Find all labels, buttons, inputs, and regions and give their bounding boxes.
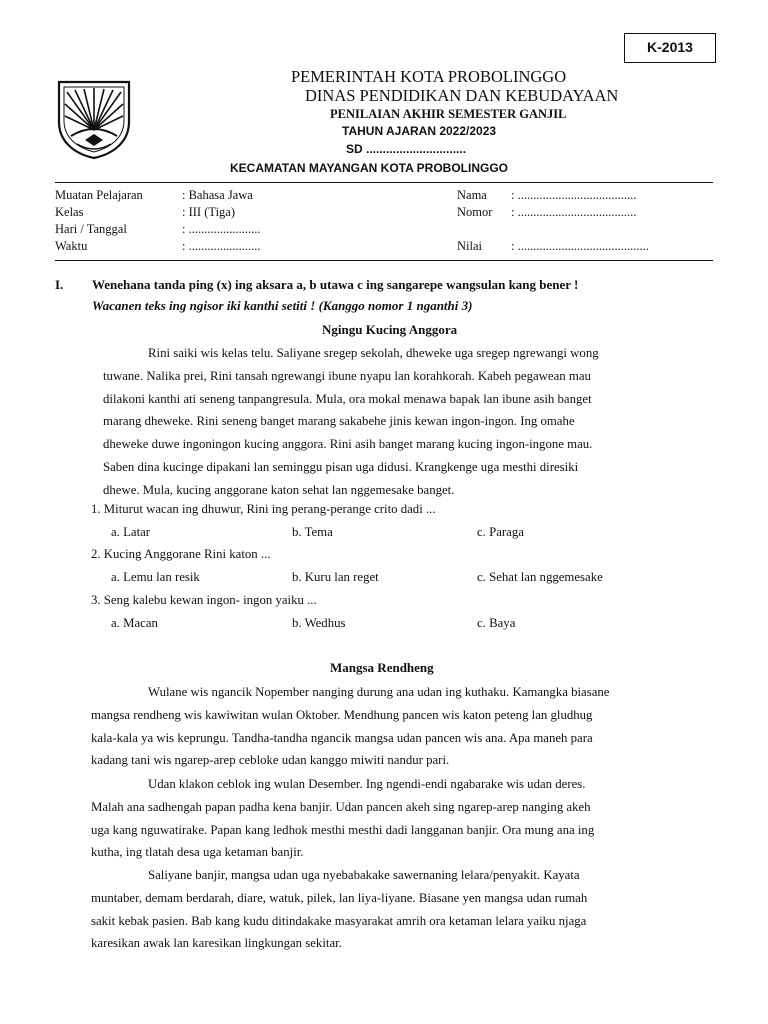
number-field: : ...................................... xyxy=(511,205,637,219)
story2-line: Udan klakon ceblok ing wulan Desember. Ing ngendi-endi ngabarake wis udan deres. xyxy=(148,777,586,791)
question-1: 1. Miturut wacan ing dhuwur, Rini ing perang-perange crito dadi ... xyxy=(91,502,436,516)
story2-paragraph-3 xyxy=(91,864,713,955)
question-3: 3. Seng kalebu kewan ingon- ingon yaiku ... xyxy=(91,593,317,607)
question-2-option-c: c. Sehat lan nggemesake xyxy=(477,570,603,584)
score-label: Nilai xyxy=(457,239,482,253)
number-label: Nomor xyxy=(457,205,493,219)
story2-line: mangsa rendheng wis kawiwitan wulan Oktober. Mendhung pancen wis katon peteng lan gludhug xyxy=(91,707,593,722)
story2-line: Saliyane banjir, mangsa udan uga nyebabakake sawernaning lelara/penyakit. Kayata xyxy=(148,868,580,882)
question-1-option-a: a. Latar xyxy=(111,525,151,539)
government-emblem-logo xyxy=(55,78,133,160)
story1-line: dheweke duwe ingoningon kucing anggora. Rini asih banget marang kucing ingon-ingone mau. xyxy=(103,437,593,452)
date-value: : ....................... xyxy=(182,222,261,236)
question-3-option-b: b. Wedhus xyxy=(292,616,346,630)
header-exam-title: PENILAIAN AKHIR SEMESTER GANJIL xyxy=(330,107,567,121)
question-2-option-a: a. Lemu lan resik xyxy=(111,570,200,584)
story1-line: marang dheweke. Rini seneng banget marang sakabehe jinis kewan ingon-ingon. Ing omahe xyxy=(103,414,575,429)
header-school-name: SD .............................. xyxy=(346,142,467,156)
story2-paragraph-2 xyxy=(91,773,713,864)
question-1-option-b: b. Tema xyxy=(292,525,333,539)
exam-code-box xyxy=(624,33,716,63)
story2-line: sakit kebak pasien. Bab kang kudu ditindakake masyarakat amrih ora ketaman lelara yaiku njaga xyxy=(91,913,587,928)
story1-line: tuwane. Nalika prei, Rini tansah ngrewangi ibune nyapu lan korahkorah. Kabeh pegawean mau xyxy=(103,368,591,383)
question-2: 2. Kucing Anggorane Rini katon ... xyxy=(91,547,271,561)
section-number: I. xyxy=(55,277,64,292)
story2-paragraph-1 xyxy=(91,681,713,772)
story2-line: Malah ana sadhengah papan padha kena banjir. Udan pancen akeh sing ngarep-arep nanging akeh xyxy=(91,799,591,814)
header-district: KECAMATAN MAYANGAN KOTA PROBOLINGGO xyxy=(230,161,509,175)
name-label: Nama xyxy=(457,188,487,202)
class-label: Kelas xyxy=(55,205,84,219)
story1-line: dhewe. Mula, kucing anggorane katon sehat lan nggemesake banget. xyxy=(103,482,455,497)
score-field: : .......................................... xyxy=(511,239,649,253)
story2-line: kutha, ing tlatah desa uga ketaman banjir. xyxy=(91,845,304,860)
question-1-option-c: c. Paraga xyxy=(477,525,524,539)
header-divider-top xyxy=(55,182,713,183)
question-3-option-a: a. Macan xyxy=(111,616,158,630)
header-government-title: PEMERINTAH KOTA PROBOLINGGO xyxy=(291,67,567,86)
section-subinstruction: Wacanen teks ing ngisor iki kanthi setiti ! (Kanggo nomor 1 nganthi 3) xyxy=(92,298,473,313)
name-field: : ...................................... xyxy=(511,188,637,202)
section-instruction: Wenehana tanda ping (x) ing aksara a, b utawa c ing sangarepe wangsulan kang bener ! xyxy=(92,277,579,292)
story2-line: kadang tani wis ngarep-arep cebloke udan kanggo miwiti nandur pari. xyxy=(91,753,450,768)
class-value: : III (Tiga) xyxy=(182,205,236,219)
time-value: : ....................... xyxy=(182,239,261,253)
story2-line: Wulane wis ngancik Nopember nanging durung ana udan ing kuthaku. Kamangka biasane xyxy=(148,685,610,699)
story2-line: kala-kala ya wis keprungu. Tandha-tandha ngancik mangsa udan pancen wis ana. Apa maneh para xyxy=(91,730,593,745)
story2-title: Mangsa Rendheng xyxy=(330,660,434,675)
story2-line: muntaber, demam berdarah, diare, watuk, pilek, lan liya-liyane. Biasane yen mangsa udan rumah xyxy=(91,890,588,905)
date-label: Hari / Tanggal xyxy=(55,222,127,236)
story2-line: uga kang nguwatirake. Papan kang ledhok mesthi mesthi dadi langganan banjir. Ora mung ana ing xyxy=(91,822,595,837)
story1-line: Saben dina kucinge dipakani lan seminggu pisan uga didusi. Krangkenge uga mesthi diresiki xyxy=(103,459,579,474)
time-label: Waktu xyxy=(55,239,88,253)
story1-line: Rini saiki wis kelas telu. Saliyane sregep sekolah, dheweke uga sregep ngrewangi wong xyxy=(148,346,599,360)
subject-value: : Bahasa Jawa xyxy=(182,188,253,202)
story2-line: karesikan awak lan karesikan lingkungan sekitar. xyxy=(91,936,342,951)
header-school-year: TAHUN AJARAN 2022/2023 xyxy=(342,124,497,138)
story1-paragraph xyxy=(103,342,693,502)
header-department-title: DINAS PENDIDIKAN DAN KEBUDAYAAN xyxy=(305,86,619,105)
subject-label: Muatan Pelajaran xyxy=(55,188,143,202)
story1-line: dilakoni kanthi ati seneng tanpangresula. Mula, ora mokal menawa bapak lan ibune asih banget xyxy=(103,391,592,406)
header-divider-bottom xyxy=(55,260,713,261)
exam-code: K-2013 xyxy=(647,39,693,55)
story1-title: Ngingu Kucing Anggora xyxy=(322,322,458,337)
question-3-option-c: c. Baya xyxy=(477,616,516,630)
question-2-option-b: b. Kuru lan reget xyxy=(292,570,379,584)
